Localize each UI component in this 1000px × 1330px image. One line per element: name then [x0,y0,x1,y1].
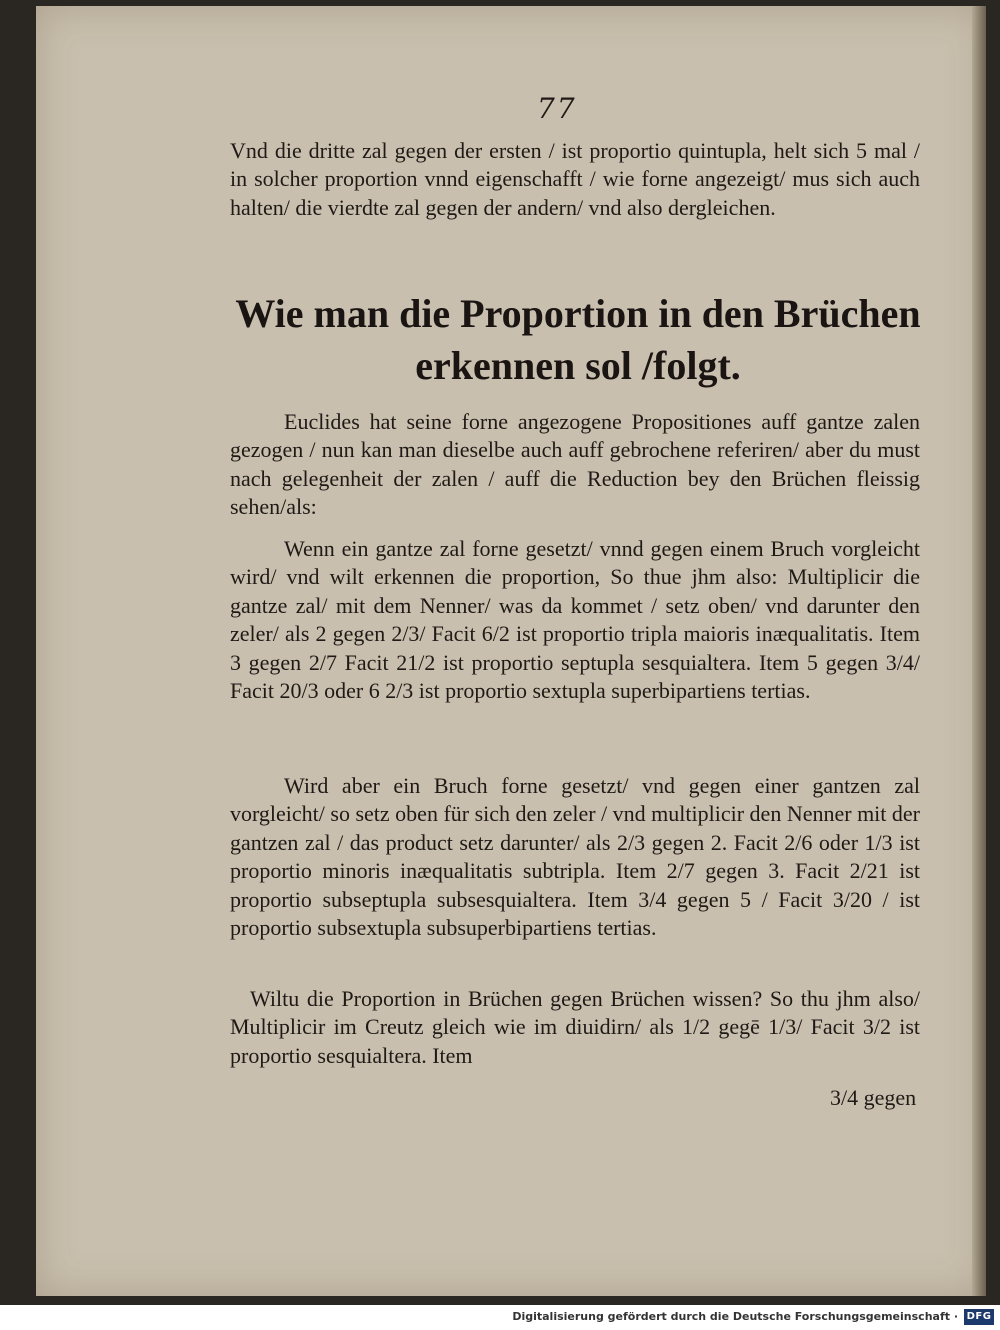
dfg-logo-icon: DFG [964,1309,994,1325]
page-edge [972,6,986,1296]
footer-credit: Digitalisierung gefördert durch die Deutsche Forschungsgemeinschaft · [512,1310,958,1323]
paragraph-4: Wird aber ein Bruch forne gesetzt/ vnd gegen einer gantzen zal vorgleicht/ so setz oben für sich den zeler / vnd multiplicir den Nenner mit der gantzen zal / das product setz darunter/ als 2/3 gegen 2. Facit 2/6 oder 1/3 ist proportio minoris inæqualitatis subtripla. Item 2/7 gegen 3. Facit 2/21 ist proportio subseptupla subsesquialtera. Item 3/4 gegen 5 / Facit 3/20 / ist proportio subsextupla subsuperbipartiens tertias. [230,773,920,941]
page-number: 77 [537,92,577,125]
footer-bar [0,1305,1000,1330]
paragraph-2: Euclides hat seine forne angezogene Propositiones auff gantze zalen gezogen / nun kan man dieselbe auch auff gebrochene referiren/ aber du must nach gelegenheit der zalen / auff die Reduction bey den Brüchen fleissig sehen/als: [230,409,920,520]
paragraph-3: Wenn ein gantze zal forne gesetzt/ vnnd gegen einem Bruch vorgleicht wird/ vnd wilt erkennen die proportion, So thue jhm also: Multiplicir die gantze zal/ mit dem Nenner/ was da kommet / setz oben/ vnd darunter den zeler/ als 2 gegen 2/3/ Facit 6/2 ist proportio tripla maioris inæqualitatis. Item 3 gegen 2/7 Facit 21/2 ist proportio septupla sesquialtera. Item 5 gegen 3/4/ Facit 20/3 oder 6 2/3 ist proportio sextupla superbipartiens tertias. [230,536,920,704]
catchword: 3/4 gegen [830,1085,917,1110]
section-heading: Wie man die Proportion in den Brüchen erkennen sol /folgt. [235,291,921,388]
paragraph-5: Wiltu die Proportion in Brüchen gegen Brüchen wissen? So thu jhm also/ Multiplicir im Creutz gleich wie im diuidirn/ als 1/2 gegē 1/3/ Facit 3/2 ist proportio sesquialtera. Item [230,986,920,1068]
paragraph-1: Vnd die dritte zal gegen der ersten / ist proportio quintupla, helt sich 5 mal / in solcher proportion vnnd eigenschafft / wie forne angezeigt/ mus sich auch halten/ die vierdte zal gegen der andern/ vnd also dergleichen. [230,138,920,220]
